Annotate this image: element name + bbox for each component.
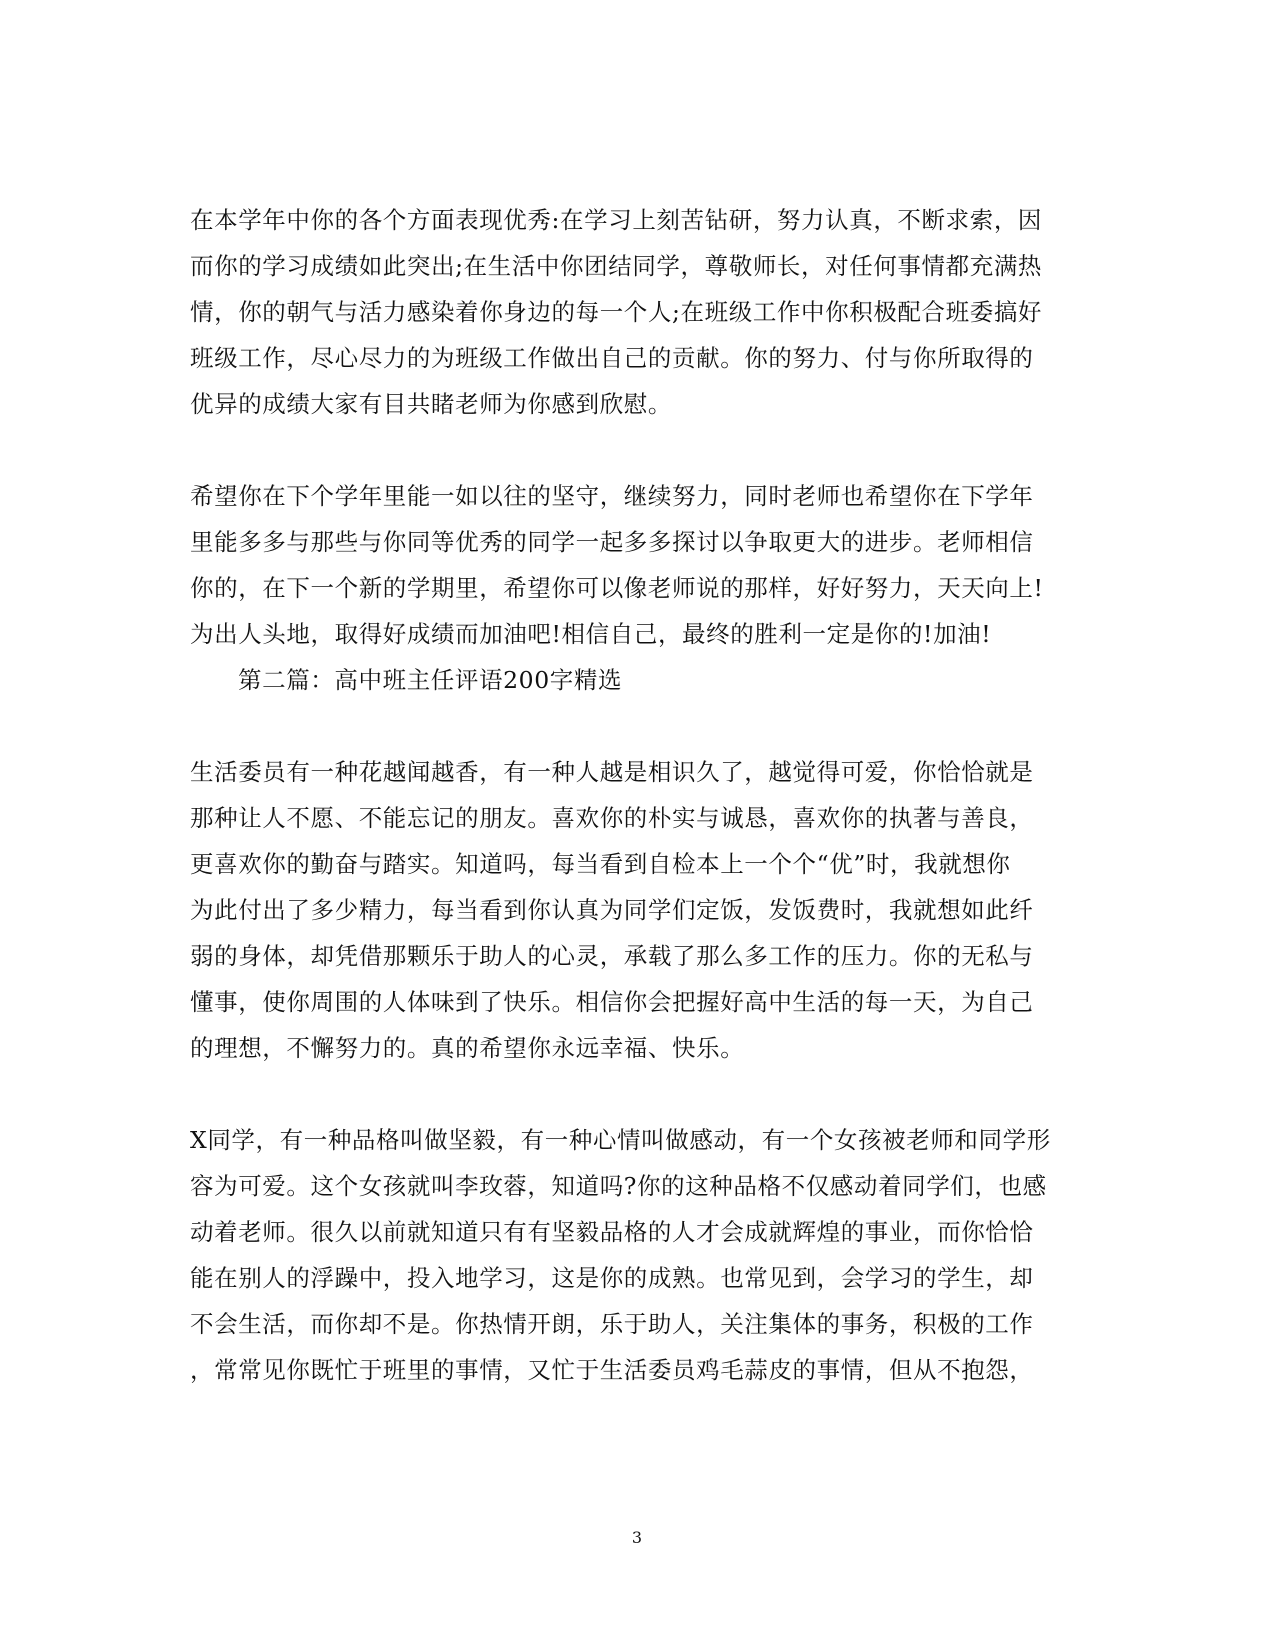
text-line: 的理想，不懈努力的。真的希望你永远幸福、快乐。 xyxy=(190,1034,745,1062)
text-line: 容为可爱。这个女孩就叫李玫蓉，知道吗?你的这种品格不仅感动着同学们，也感 xyxy=(190,1172,1047,1200)
text-line: 优异的成绩大家有目共睹老师为你感到欣慰。 xyxy=(190,390,672,418)
text-line: 里能多多与那些与你同等优秀的同学一起多多探讨以争取更大的进步。老师相信 xyxy=(190,528,1034,556)
text-line: 更喜欢你的勤奋与踏实。知道吗，每当看到自检本上一个个“优”时，我就想你 xyxy=(190,850,1011,878)
text-line: 班级工作，尽心尽力的为班级工作做出自己的贡献。你的努力、付与你所取得的 xyxy=(190,344,1034,372)
text-line: 为此付出了多少精力，每当看到你认真为同学们定饭，发饭费时，我就想如此纤 xyxy=(190,896,1034,924)
text-line: 不会生活，而你却不是。你热情开朗，乐于助人，关注集体的事务，积极的工作 xyxy=(190,1310,1034,1338)
page-number: 3 xyxy=(631,1528,643,1547)
text-line: ，常常见你既忙于班里的事情，又忙于生活委员鸡毛蒜皮的事情，但从不抱怨， xyxy=(190,1356,1034,1384)
text-line: 而你的学习成绩如此突出;在生活中你团结同学，尊敬师长，对任何事情都充满热 xyxy=(190,252,1043,280)
text-line: X同学，有一种品格叫做坚毅，有一种心情叫做感动，有一个女孩被老师和同学形 xyxy=(190,1126,1051,1154)
text-line: 希望你在下个学年里能一如以往的坚守，继续努力，同时老师也希望你在下学年 xyxy=(190,482,1034,510)
text-line: 那种让人不愿、不能忘记的朋友。喜欢你的朴实与诚恳，喜欢你的执著与善良， xyxy=(190,804,1034,832)
text-line: 弱的身体，却凭借那颗乐于助人的心灵，承载了那么多工作的压力。你的无私与 xyxy=(190,942,1034,970)
text-line: 生活委员有一种花越闻越香，有一种人越是相识久了，越觉得可爱，你恰恰就是 xyxy=(190,758,1034,786)
text-line: 你的，在下一个新的学期里，希望你可以像老师说的那样，好好努力，天天向上! xyxy=(190,574,1044,602)
text-line: 懂事，使你周围的人体味到了快乐。相信你会把握好高中生活的每一天，为自己 xyxy=(190,988,1034,1016)
text-line: 能在别人的浮躁中，投入地学习，这是你的成熟。也常见到，会学习的学生，却 xyxy=(190,1264,1034,1292)
text-line: 在本学年中你的各个方面表现优秀:在学习上刻苦钻研，努力认真，不断求索，因 xyxy=(190,206,1043,234)
text-line: 情，你的朝气与活力感染着你身边的每一个人;在班级工作中你积极配合班委搞好 xyxy=(190,298,1043,326)
text-line: 动着老师。很久以前就知道只有有坚毅品格的人才会成就辉煌的事业，而你恰恰 xyxy=(190,1218,1034,1246)
heading-text: 第二篇：高中班主任评语200字精选 xyxy=(238,666,623,694)
text-line: 为出人头地，取得好成绩而加油吧!相信自己，最终的胜利一定是你的!加油! xyxy=(190,620,992,648)
